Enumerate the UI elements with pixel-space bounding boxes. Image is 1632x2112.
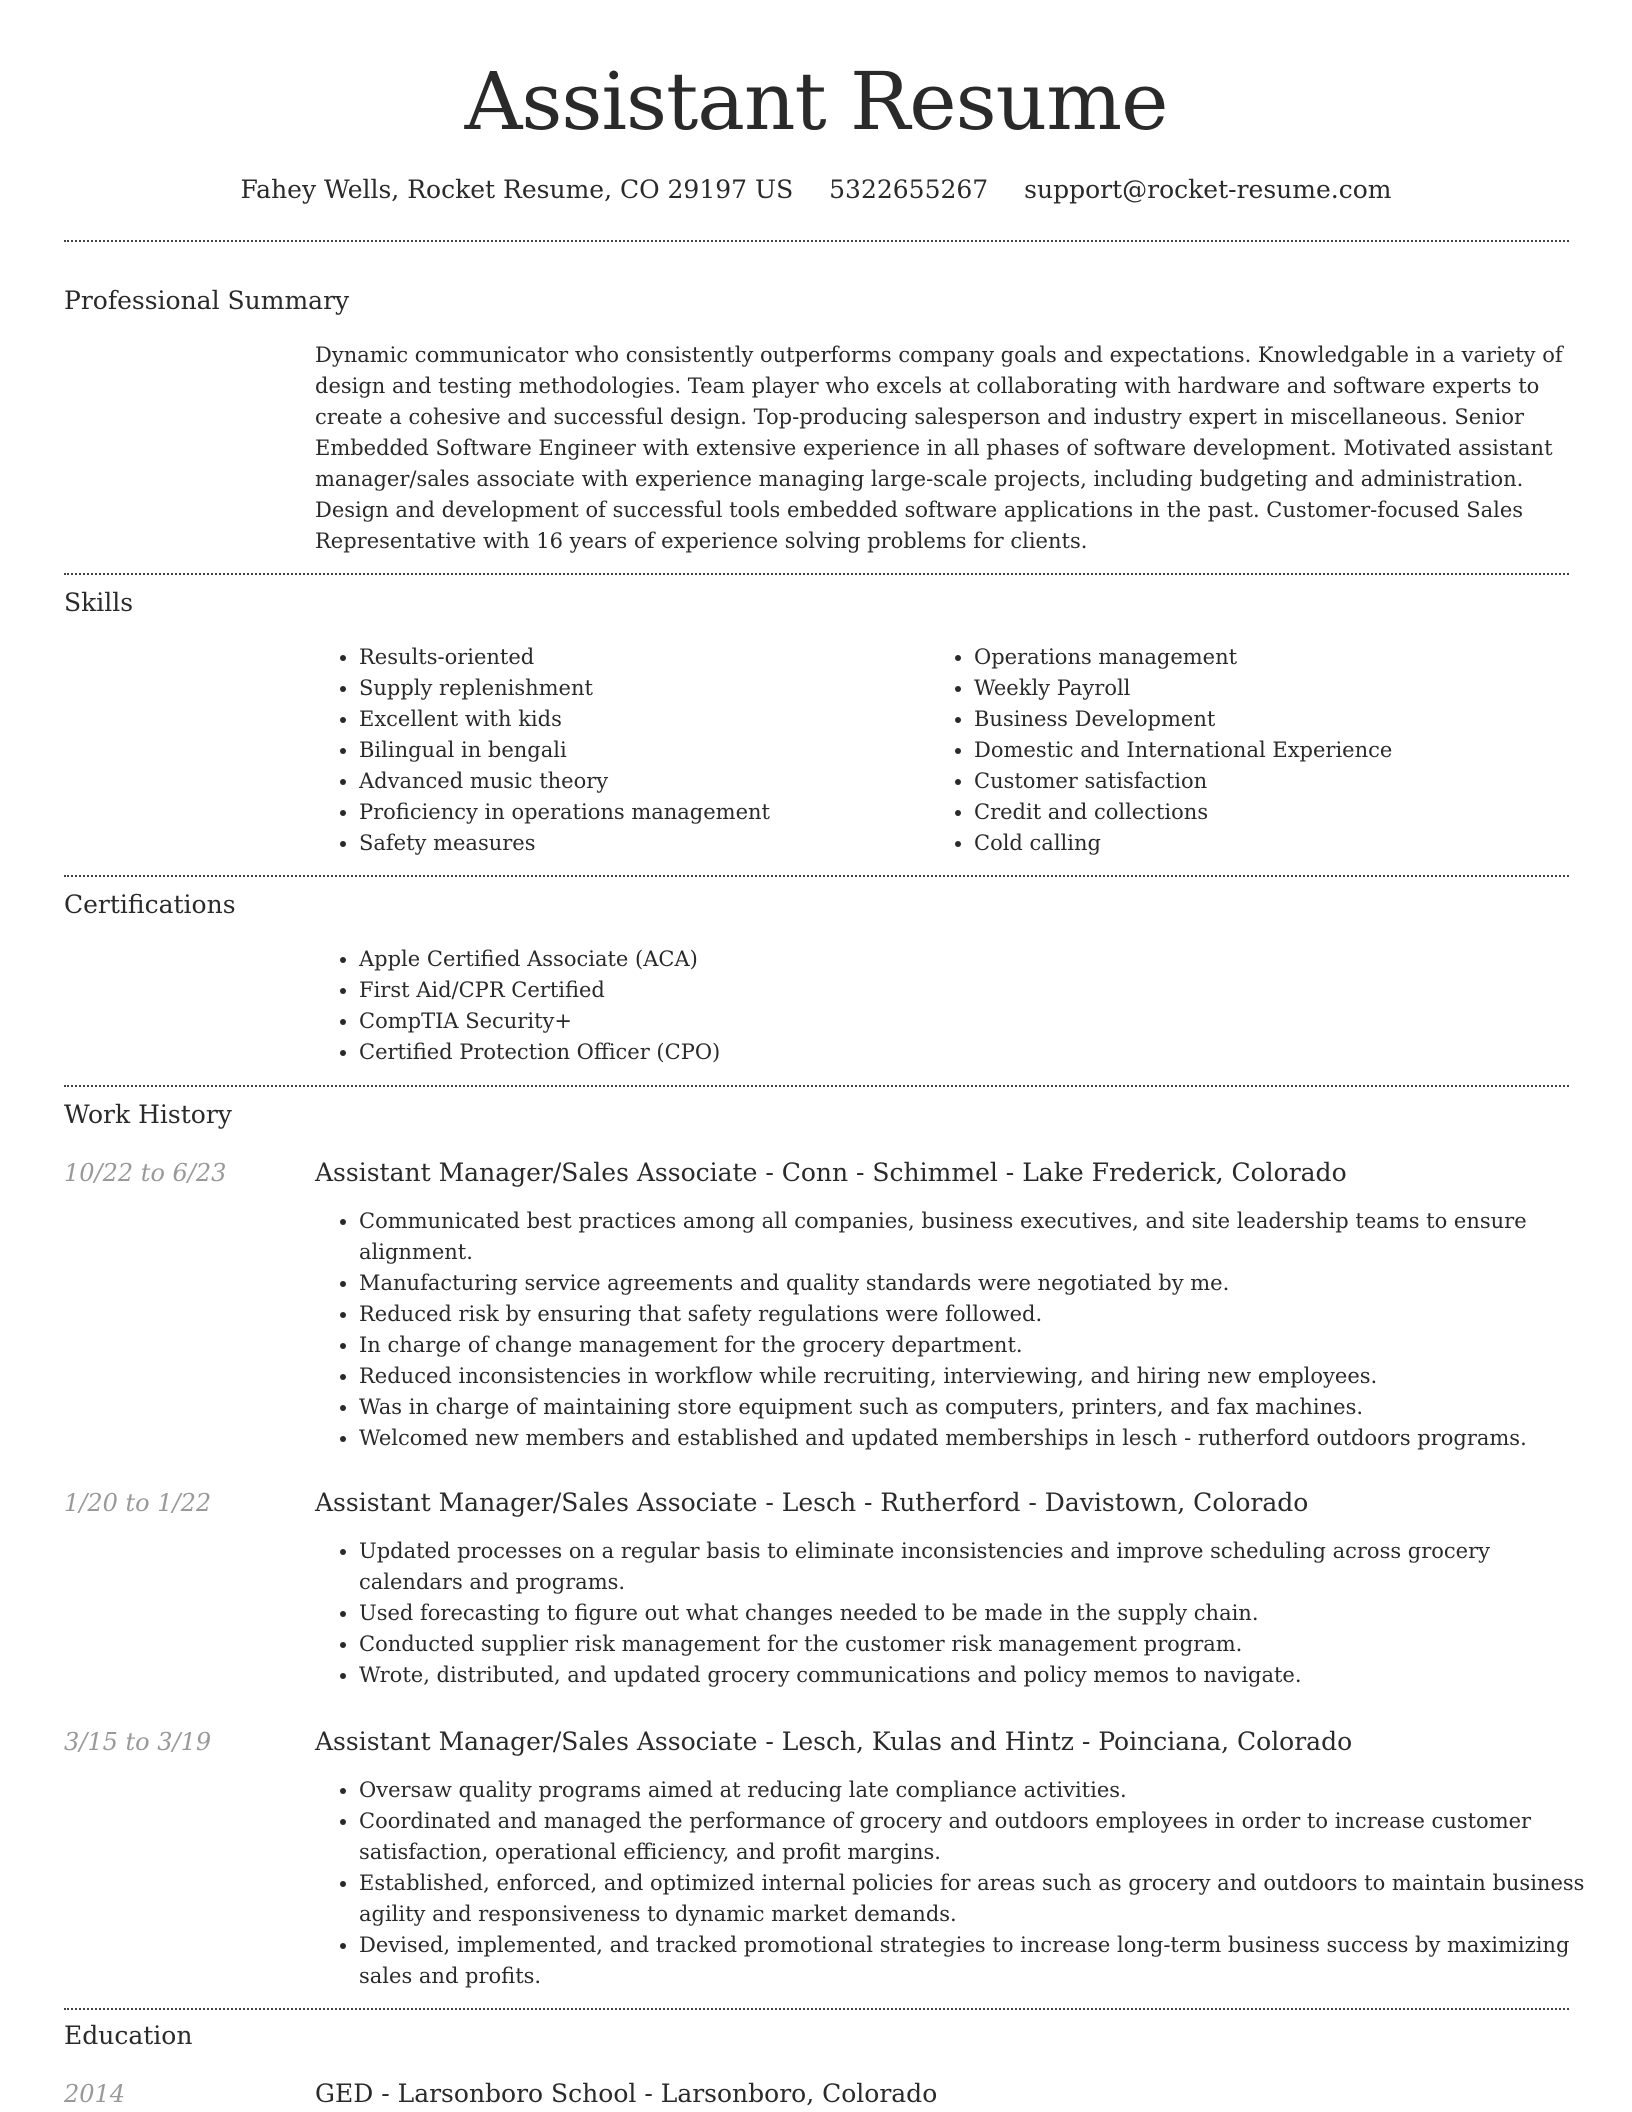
job-dates: 10/22 to 6/23 <box>64 1159 227 1187</box>
skill-item: • Credit and collections <box>974 797 1594 828</box>
contact-email: support@rocket-resume.com <box>1024 175 1392 204</box>
job-bullet: • Established, enforced, and optimized internal policies for areas such as grocery and outdoors to maintain business agility and responsiveness to dynamic market demands. <box>359 1868 1589 1930</box>
divider <box>64 875 1569 877</box>
contact-phone: 5322655267 <box>829 175 989 204</box>
job-bullets <box>315 1536 1589 1691</box>
skills-list-left <box>315 642 919 859</box>
section-heading-certifications: Certifications <box>64 890 236 919</box>
section-heading-work-history: Work History <box>64 1100 232 1129</box>
skill-item: • Safety measures <box>359 828 919 859</box>
job-bullet: • Manufacturing service agreements and quality standards were negotiated by me. <box>359 1268 1589 1299</box>
job-title: Assistant Manager/Sales Associate - Lesch, Kulas and Hintz - Poinciana, Colorado <box>315 1727 1353 1756</box>
skill-item: • Business Development <box>974 704 1594 735</box>
skill-item: • Customer satisfaction <box>974 766 1594 797</box>
job-bullet: • Coordinated and managed the performance of grocery and outdoors employees in order to increase customer satisfaction, operational efficiency, and profit margins. <box>359 1806 1589 1868</box>
skill-item: • Supply replenishment <box>359 673 919 704</box>
certification-item: • First Aid/CPR Certified <box>359 975 1559 1006</box>
job-bullets <box>315 1775 1589 1992</box>
skill-item: • Advanced music theory <box>359 766 919 797</box>
job-bullet: • Was in charge of maintaining store equipment such as computers, printers, and fax machines. <box>359 1392 1589 1423</box>
skill-item: • Domestic and International Experience <box>974 735 1594 766</box>
skill-item: • Excellent with kids <box>359 704 919 735</box>
certification-item: • Apple Certified Associate (ACA) <box>359 944 1559 975</box>
section-heading-education: Education <box>64 2021 193 2050</box>
job-dates: 1/20 to 1/22 <box>64 1489 212 1517</box>
job-dates: 3/15 to 3/19 <box>64 1728 212 1756</box>
job-bullet: • Reduced inconsistencies in workflow while recruiting, interviewing, and hiring new employees. <box>359 1361 1589 1392</box>
contact-address: Fahey Wells, Rocket Resume, CO 29197 US <box>240 175 794 204</box>
job-title: Assistant Manager/Sales Associate - Lesch - Rutherford - Davistown, Colorado <box>315 1488 1309 1517</box>
job-bullet: • Updated processes on a regular basis to eliminate inconsistencies and improve scheduling across grocery calendars and programs. <box>359 1536 1589 1598</box>
job-bullet: • Oversaw quality programs aimed at reducing late compliance activities. <box>359 1775 1589 1806</box>
job-bullet: • Welcomed new members and established and updated memberships in lesch - rutherford outdoors programs. <box>359 1423 1589 1454</box>
divider <box>64 1085 1569 1087</box>
divider <box>64 240 1569 242</box>
job-bullet: • Communicated best practices among all companies, business executives, and site leadership teams to ensure alignment. <box>359 1206 1589 1268</box>
job-title: Assistant Manager/Sales Associate - Conn - Schimmel - Lake Frederick, Colorado <box>315 1158 1347 1187</box>
skill-item: • Bilingual in bengali <box>359 735 919 766</box>
job-bullet: • In charge of change management for the grocery department. <box>359 1330 1589 1361</box>
skill-item: • Proficiency in operations management <box>359 797 919 828</box>
education-date: 2014 <box>64 2080 126 2108</box>
job-bullet: • Used forecasting to figure out what changes needed to be made in the supply chain. <box>359 1598 1589 1629</box>
certification-item: • Certified Protection Officer (CPO) <box>359 1037 1559 1068</box>
contact-line <box>0 170 1632 210</box>
divider <box>64 573 1569 575</box>
job-bullet: • Wrote, distributed, and updated grocery communications and policy memos to navigate. <box>359 1660 1589 1691</box>
summary-text: Dynamic communicator who consistently outperforms company goals and expectations. Knowledgable in a variety of design and testing methodologies. Team player who excels at collaborating with hardware and software experts to create a cohesive and successful design. Top-producing salesperson and industry expert in miscellaneous. Senior Embedded Software Engineer with extensive experience in all phases of software development. Motivated assistant manager/sales associate with experience managing large-scale projects, including budgeting and administration. Design and development of successful tools embedded software applications in the past. Customer-focused Sales Representative with 16 years of experience solving problems for clients. <box>315 343 1563 553</box>
skill-item: • Results-oriented <box>359 642 919 673</box>
section-heading-skills: Skills <box>64 588 134 617</box>
job-bullet: • Reduced risk by ensuring that safety regulations were followed. <box>359 1299 1589 1330</box>
education-title: GED - Larsonboro School - Larsonboro, Colorado <box>315 2079 938 2108</box>
skill-item: • Weekly Payroll <box>974 673 1594 704</box>
job-bullet: • Devised, implemented, and tracked promotional strategies to increase long-term business success by maximizing sales and profits. <box>359 1930 1589 1992</box>
job-bullet: • Conducted supplier risk management for the customer risk management program. <box>359 1629 1589 1660</box>
resume-title: Assistant Resume <box>464 55 1168 148</box>
divider <box>64 2008 1569 2010</box>
section-heading-summary: Professional Summary <box>64 286 350 315</box>
certifications-list <box>315 944 1559 1068</box>
certification-item: • CompTIA Security+ <box>359 1006 1559 1037</box>
skill-item: • Cold calling <box>974 828 1594 859</box>
job-bullets <box>315 1206 1589 1454</box>
skill-item: • Operations management <box>974 642 1594 673</box>
skills-list-right <box>930 642 1594 859</box>
